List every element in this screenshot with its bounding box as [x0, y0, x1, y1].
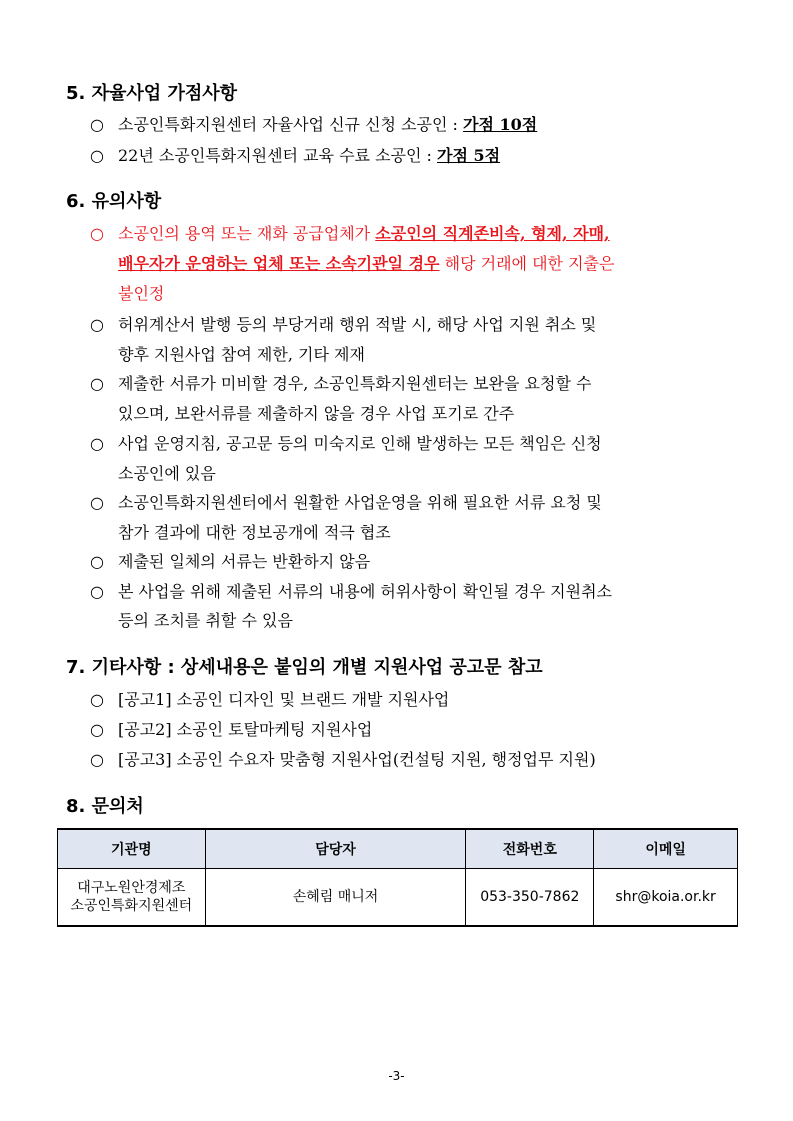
sec6-bullet-1-line-1 — [90, 219, 741, 249]
contact-table — [57, 828, 738, 927]
sec6-bullet-4-line-1 — [90, 429, 741, 459]
page-number: -3- — [388, 1069, 405, 1083]
sec6-bullet-5-line-2: 참가 결과에 대한 정보공개에 적극 협조 — [118, 523, 391, 542]
sec5-bullet-2-text: 22년 소공인특화지원센터 교육 수료 소공인 : — [118, 146, 438, 165]
sec6-bullet-5-line-1 — [90, 488, 741, 518]
header-organization: 기관명 — [58, 829, 206, 869]
sec6-bullet-3-line-1 — [90, 369, 741, 399]
cell-phone[interactable]: 053-350-7862 — [466, 869, 594, 927]
section-5-title: 5. 자율사업 가점사항 — [66, 83, 237, 104]
organization-line-1: 대구노원안경제조 — [77, 880, 186, 896]
sec6-bullet-6-text-1: 제출된 일체의 서류는 반환하지 않음 — [118, 552, 371, 571]
header-contact-person: 담당자 — [205, 829, 466, 869]
cell-organization — [58, 869, 206, 927]
bullet-circle-icon: ○ — [90, 146, 104, 165]
sec7-item-2 — [90, 715, 741, 745]
bullet-circle-icon: ○ — [90, 750, 104, 769]
sec6-bullet-1-emphasis-b: 배우자가 운영하는 업체 또는 소속기관일 경우 — [118, 254, 440, 273]
sec6-bullet-7-line-1 — [90, 577, 741, 607]
sec5-bullet-1-score: 가점 10점 — [463, 115, 538, 134]
bullet-circle-icon: ○ — [90, 374, 104, 393]
bullet-circle-icon: ○ — [90, 582, 104, 601]
section-8-title: 8. 문의처 — [66, 796, 144, 817]
bullet-circle-icon: ○ — [90, 434, 104, 453]
bullet-circle-icon: ○ — [90, 224, 104, 243]
sec7-item-2-text: [공고2] 소공인 토탈마케팅 지원사업 — [118, 720, 373, 739]
organization-line-2: 소공인특화지원센터 — [70, 898, 193, 914]
sec5-bullet-1 — [90, 110, 741, 140]
sec7-item-3 — [90, 745, 741, 775]
sec6-bullet-5-text-1: 소공인특화지원센터에서 원활한 사업운영을 위해 필요한 서류 요청 및 — [118, 493, 602, 512]
cell-email[interactable]: shr@koia.or.kr — [594, 869, 738, 927]
bullet-circle-icon: ○ — [90, 115, 104, 134]
sec7-item-3-text: [공고3] 소공인 수요자 맞춤형 지원사업(컨설팅 지원, 행정업무 지원) — [118, 750, 596, 769]
table-row — [58, 869, 738, 927]
sec6-bullet-1-line-2 — [118, 249, 741, 279]
sec7-item-1 — [90, 685, 741, 715]
sec6-bullet-3-line-2: 있으며, 보완서류를 제출하지 않을 경우 사업 포기로 간주 — [118, 404, 515, 423]
section-7-title: 7. 기타사항 : 상세내용은 붙임의 개별 지원사업 공고문 참고 — [66, 657, 543, 678]
bullet-circle-icon: ○ — [90, 720, 104, 739]
sec6-bullet-1-line-3: 불인정 — [118, 284, 165, 303]
contact-table-header-row — [58, 829, 738, 869]
bullet-circle-icon: ○ — [90, 552, 104, 571]
sec6-bullet-7-line-2: 등의 조치를 취할 수 있음 — [118, 611, 293, 630]
sec7-item-1-text: [공고1] 소공인 디자인 및 브랜드 개발 지원사업 — [118, 690, 450, 709]
sec6-bullet-1-text-b: 해당 거래에 대한 지출은 — [439, 254, 615, 273]
section-6-title: 6. 유의사항 — [66, 191, 162, 212]
bullet-circle-icon: ○ — [90, 315, 104, 334]
sec5-bullet-2 — [90, 141, 741, 171]
sec6-bullet-2-text-1: 허위계산서 발행 등의 부당거래 행위 적발 시, 해당 사업 지원 취소 및 — [118, 315, 597, 334]
sec6-bullet-3-text-1: 제출한 서류가 미비할 경우, 소공인특화지원센터는 보완을 요청할 수 — [118, 374, 592, 393]
sec6-bullet-1-emphasis-a: 소공인의 직계존비속, 형제, 자매, — [375, 224, 610, 243]
bullet-circle-icon: ○ — [90, 493, 104, 512]
sec5-bullet-2-score: 가점 5점 — [437, 146, 501, 165]
header-phone: 전화번호 — [466, 829, 594, 869]
sec6-bullet-1-text-a: 소공인의 용역 또는 재화 공급업체가 — [118, 224, 376, 243]
sec6-bullet-4-line-2: 소공인에 있음 — [118, 464, 216, 483]
sec6-bullet-7-text-1: 본 사업을 위해 제출된 서류의 내용에 허위사항이 확인될 경우 지원취소 — [118, 582, 612, 601]
bullet-circle-icon: ○ — [90, 690, 104, 709]
sec5-bullet-1-text: 소공인특화지원센터 자율사업 신규 신청 소공인 : — [118, 115, 464, 134]
sec6-bullet-2-line-2: 향후 지원사업 참여 제한, 기타 제재 — [118, 345, 365, 364]
sec6-bullet-6-line-1 — [90, 547, 741, 577]
cell-contact-person: 손혜림 매니저 — [205, 869, 466, 927]
sec6-bullet-2-line-1 — [90, 310, 741, 340]
sec6-bullet-4-text-1: 사업 운영지침, 공고문 등의 미숙지로 인해 발생하는 모든 책임은 신청 — [118, 434, 602, 453]
header-email: 이메일 — [594, 829, 738, 869]
